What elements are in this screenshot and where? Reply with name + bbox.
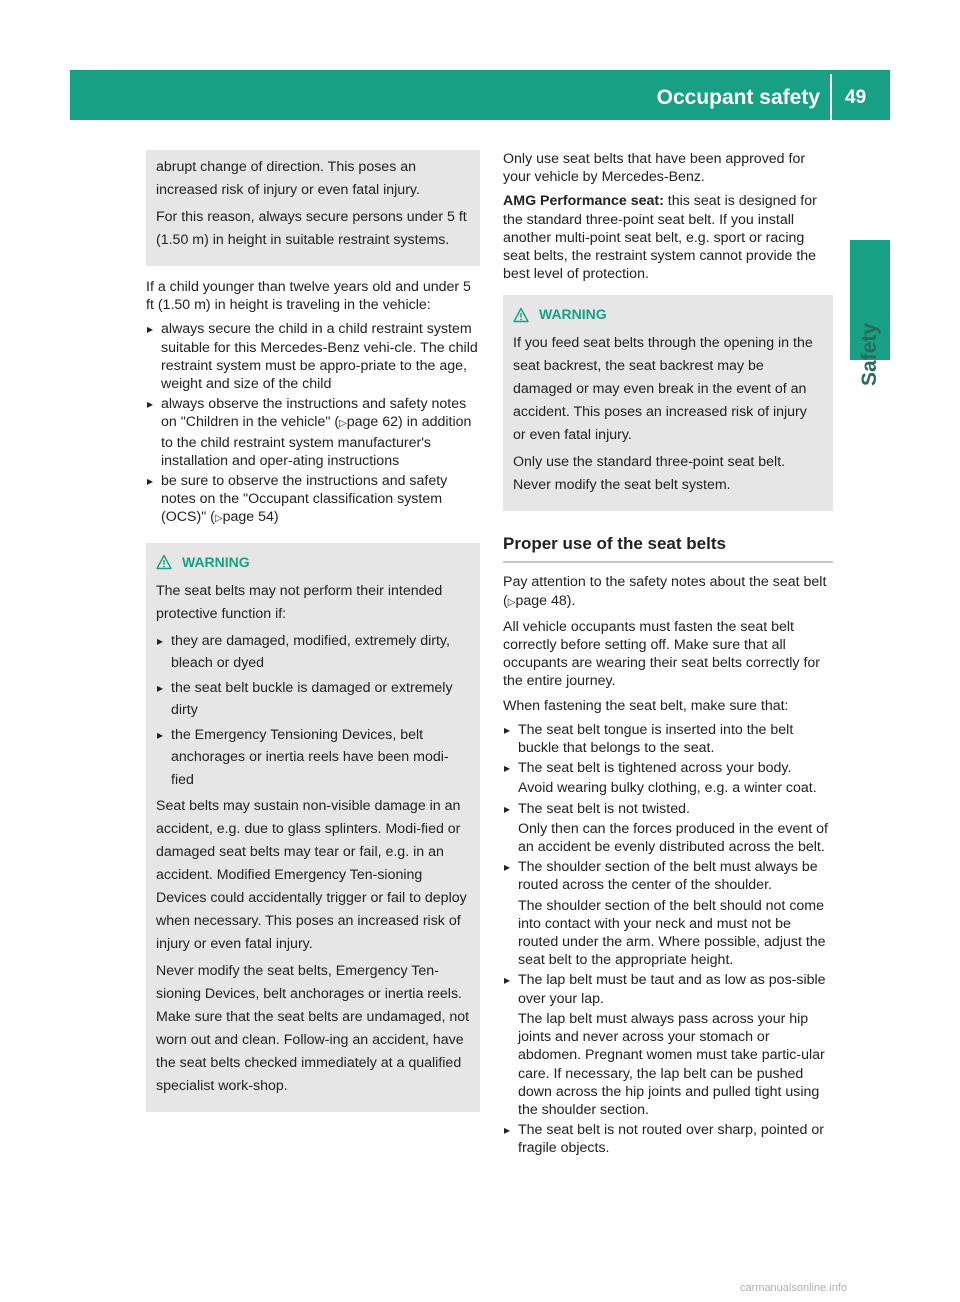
page-reference-link[interactable]: page 62) in addition to the child restraint system manufacturer's installation and oper-ating instructions <box>161 414 472 469</box>
list-item <box>146 320 480 393</box>
page-number: 49 <box>845 87 867 108</box>
body-paragraph <box>503 573 833 611</box>
page-title: Occupant safety <box>656 86 820 109</box>
warning-bullet-list <box>156 630 470 792</box>
list-item: ▸ the Emergency Tensioning Devices, belt anchorages or inertia reels have been modi-fied <box>156 724 470 792</box>
warning-triangle-icon <box>513 307 529 323</box>
watermark: carmanualsonline.info <box>740 1282 848 1294</box>
list-item <box>503 971 833 1119</box>
bullet-text: be sure to observe the instructions and safety notes on the "Occupant classification system (OCS)" ( <box>161 473 448 526</box>
page-reference-link[interactable]: page 54) <box>222 509 279 526</box>
section-heading: Proper use of the seat belts <box>503 533 833 563</box>
warning-label: WARNING <box>539 306 607 323</box>
bullet-text: ▸ The lap belt must be taut and as low as pos-sible over your lap. <box>518 972 826 1007</box>
warning-paragraph: If you feed seat belts through the opening in the seat backrest, the seat backrest may be damaged or may even break in the event of an accident. This poses an increased risk of injury or even fatal injury. <box>513 335 813 444</box>
list-item <box>503 800 833 857</box>
list-item <box>503 1121 833 1157</box>
bullet-text: ▸ The seat belt is tightened across your body. <box>518 760 792 777</box>
right-column <box>503 150 833 1162</box>
approved-paragraph: Only use seat belts that have been approved for your vehicle by Mercedes-Benz. <box>503 151 806 186</box>
child-paragraph: If a child younger than twelve years old and under 5 ft (1.50 m) in height is traveling in the vehicle: <box>146 279 471 314</box>
body-text: Pay attention to the safety notes about the seat belt ( <box>503 574 827 609</box>
warning-paragraph: Only use the standard three-point seat belt. Never modify the seat belt system. <box>513 454 786 494</box>
list-item <box>146 472 480 529</box>
side-tab-label: Safety <box>858 322 881 386</box>
warning-paragraph: Never modify the seat belts, Emergency Ten-sioning Devices, belt anchorages or inertia reels. Make sure that the seat belts are undamaged, not worn out and clean. Follow-ing an accident, have the seat belts checked immediately at a qualified specialist work-shop. <box>156 963 470 1095</box>
warning-box <box>146 543 480 1113</box>
list-item <box>146 395 480 470</box>
bullet-subtext: Avoid wearing bulky clothing, e.g. a winter coat. <box>518 780 817 797</box>
list-item: ▸ the seat belt buckle is damaged or extremely dirty <box>156 677 470 722</box>
amg-paragraph <box>503 192 833 283</box>
bullet-subtext: The lap belt must always pass across your hip joints and never across your stomach or abdomen. Pregnant women must take partic-ular care. If necessary, the lap belt can be pushed down across the hip joints and pulled tight using the shoulder section. <box>518 1010 825 1118</box>
warning-label: WARNING <box>182 553 250 570</box>
amg-text: this seat is designed for the standard three-point seat belt. If you install another multi-point seat belt, e.g. sport or racing seat belts, the restraint system cannot provide the best level of protection. <box>503 193 817 283</box>
list-item <box>503 858 833 969</box>
amg-label: AMG Performance seat: <box>503 193 664 210</box>
warning-heading <box>156 551 470 574</box>
bullet-text: always secure the child in a child restraint system suitable for this Mercedes-Benz vehi-cle. The child restraint system must be appro-priate to the age, weight and size of the child <box>161 321 478 393</box>
header-divider <box>830 74 832 120</box>
warning-paragraph: Seat belts may sustain non-visible damage in an accident, e.g. due to glass splinters. Modi-fied or damaged seat belts may tear or fail, e.g. in an accident. Modified Emergency Ten-sioning Devices could accidentally trigger or fail to deploy when necessary. This poses an increased risk of injury or even fatal injury. <box>156 798 467 953</box>
bullet-subtext: Only then can the forces produced in the event of an accident be evenly distributed across the belt. <box>518 820 828 856</box>
page-reference-arrow-icon: ▷ <box>507 596 516 608</box>
intro-paragraph: abrupt change of direction. This poses an increased risk of injury or even fatal injury. <box>156 159 420 198</box>
page-reference-arrow-icon: ▷ <box>339 418 347 430</box>
page-reference-arrow-icon: ▷ <box>214 513 223 525</box>
intro-paragraph: For this reason, always secure persons under 5 ft (1.50 m) in height in suitable restraint systems. <box>156 209 467 248</box>
body-paragraph: When fastening the seat belt, make sure that: <box>503 697 789 714</box>
bullet-text: always observe the instructions and safety notes on "Children in the vehicle" ( <box>161 396 467 431</box>
list-item: ▸ they are damaged, modified, extremely dirty, bleach or dyed <box>156 630 470 675</box>
child-bullet-list <box>146 320 480 528</box>
intro-box <box>146 150 480 266</box>
page-reference-link[interactable]: page 48). <box>515 592 576 609</box>
list-item <box>503 759 833 797</box>
body-paragraph: All vehicle occupants must fasten the seat belt correctly before setting off. Make sure that all occupants are wearing their seat belts correctly for the entire journey. <box>503 618 821 690</box>
bullet-text: ▸ The shoulder section of the belt must always be routed across the center of the shoulder. <box>518 859 818 894</box>
seat-belt-checklist <box>503 721 833 1158</box>
list-item <box>503 721 833 757</box>
bullet-text: ▸ The seat belt is not routed over sharp, pointed or fragile objects. <box>518 1122 825 1157</box>
bullet-text: ▸ The seat belt tongue is inserted into the belt buckle that belongs to the seat. <box>518 721 794 757</box>
warning-intro: The seat belts may not perform their intended protective function if: <box>156 582 443 622</box>
bullet-text: ▸ The seat belt is not twisted. <box>518 800 690 817</box>
warning-triangle-icon <box>156 554 172 570</box>
left-column <box>146 150 480 1124</box>
warning-heading <box>513 303 823 326</box>
bullet-subtext: The shoulder section of the belt should not come into contact with your neck and must not be routed under the arm. Where possible, adjust the seat belt to the appropriate height. <box>518 897 826 969</box>
warning-box <box>503 295 833 511</box>
